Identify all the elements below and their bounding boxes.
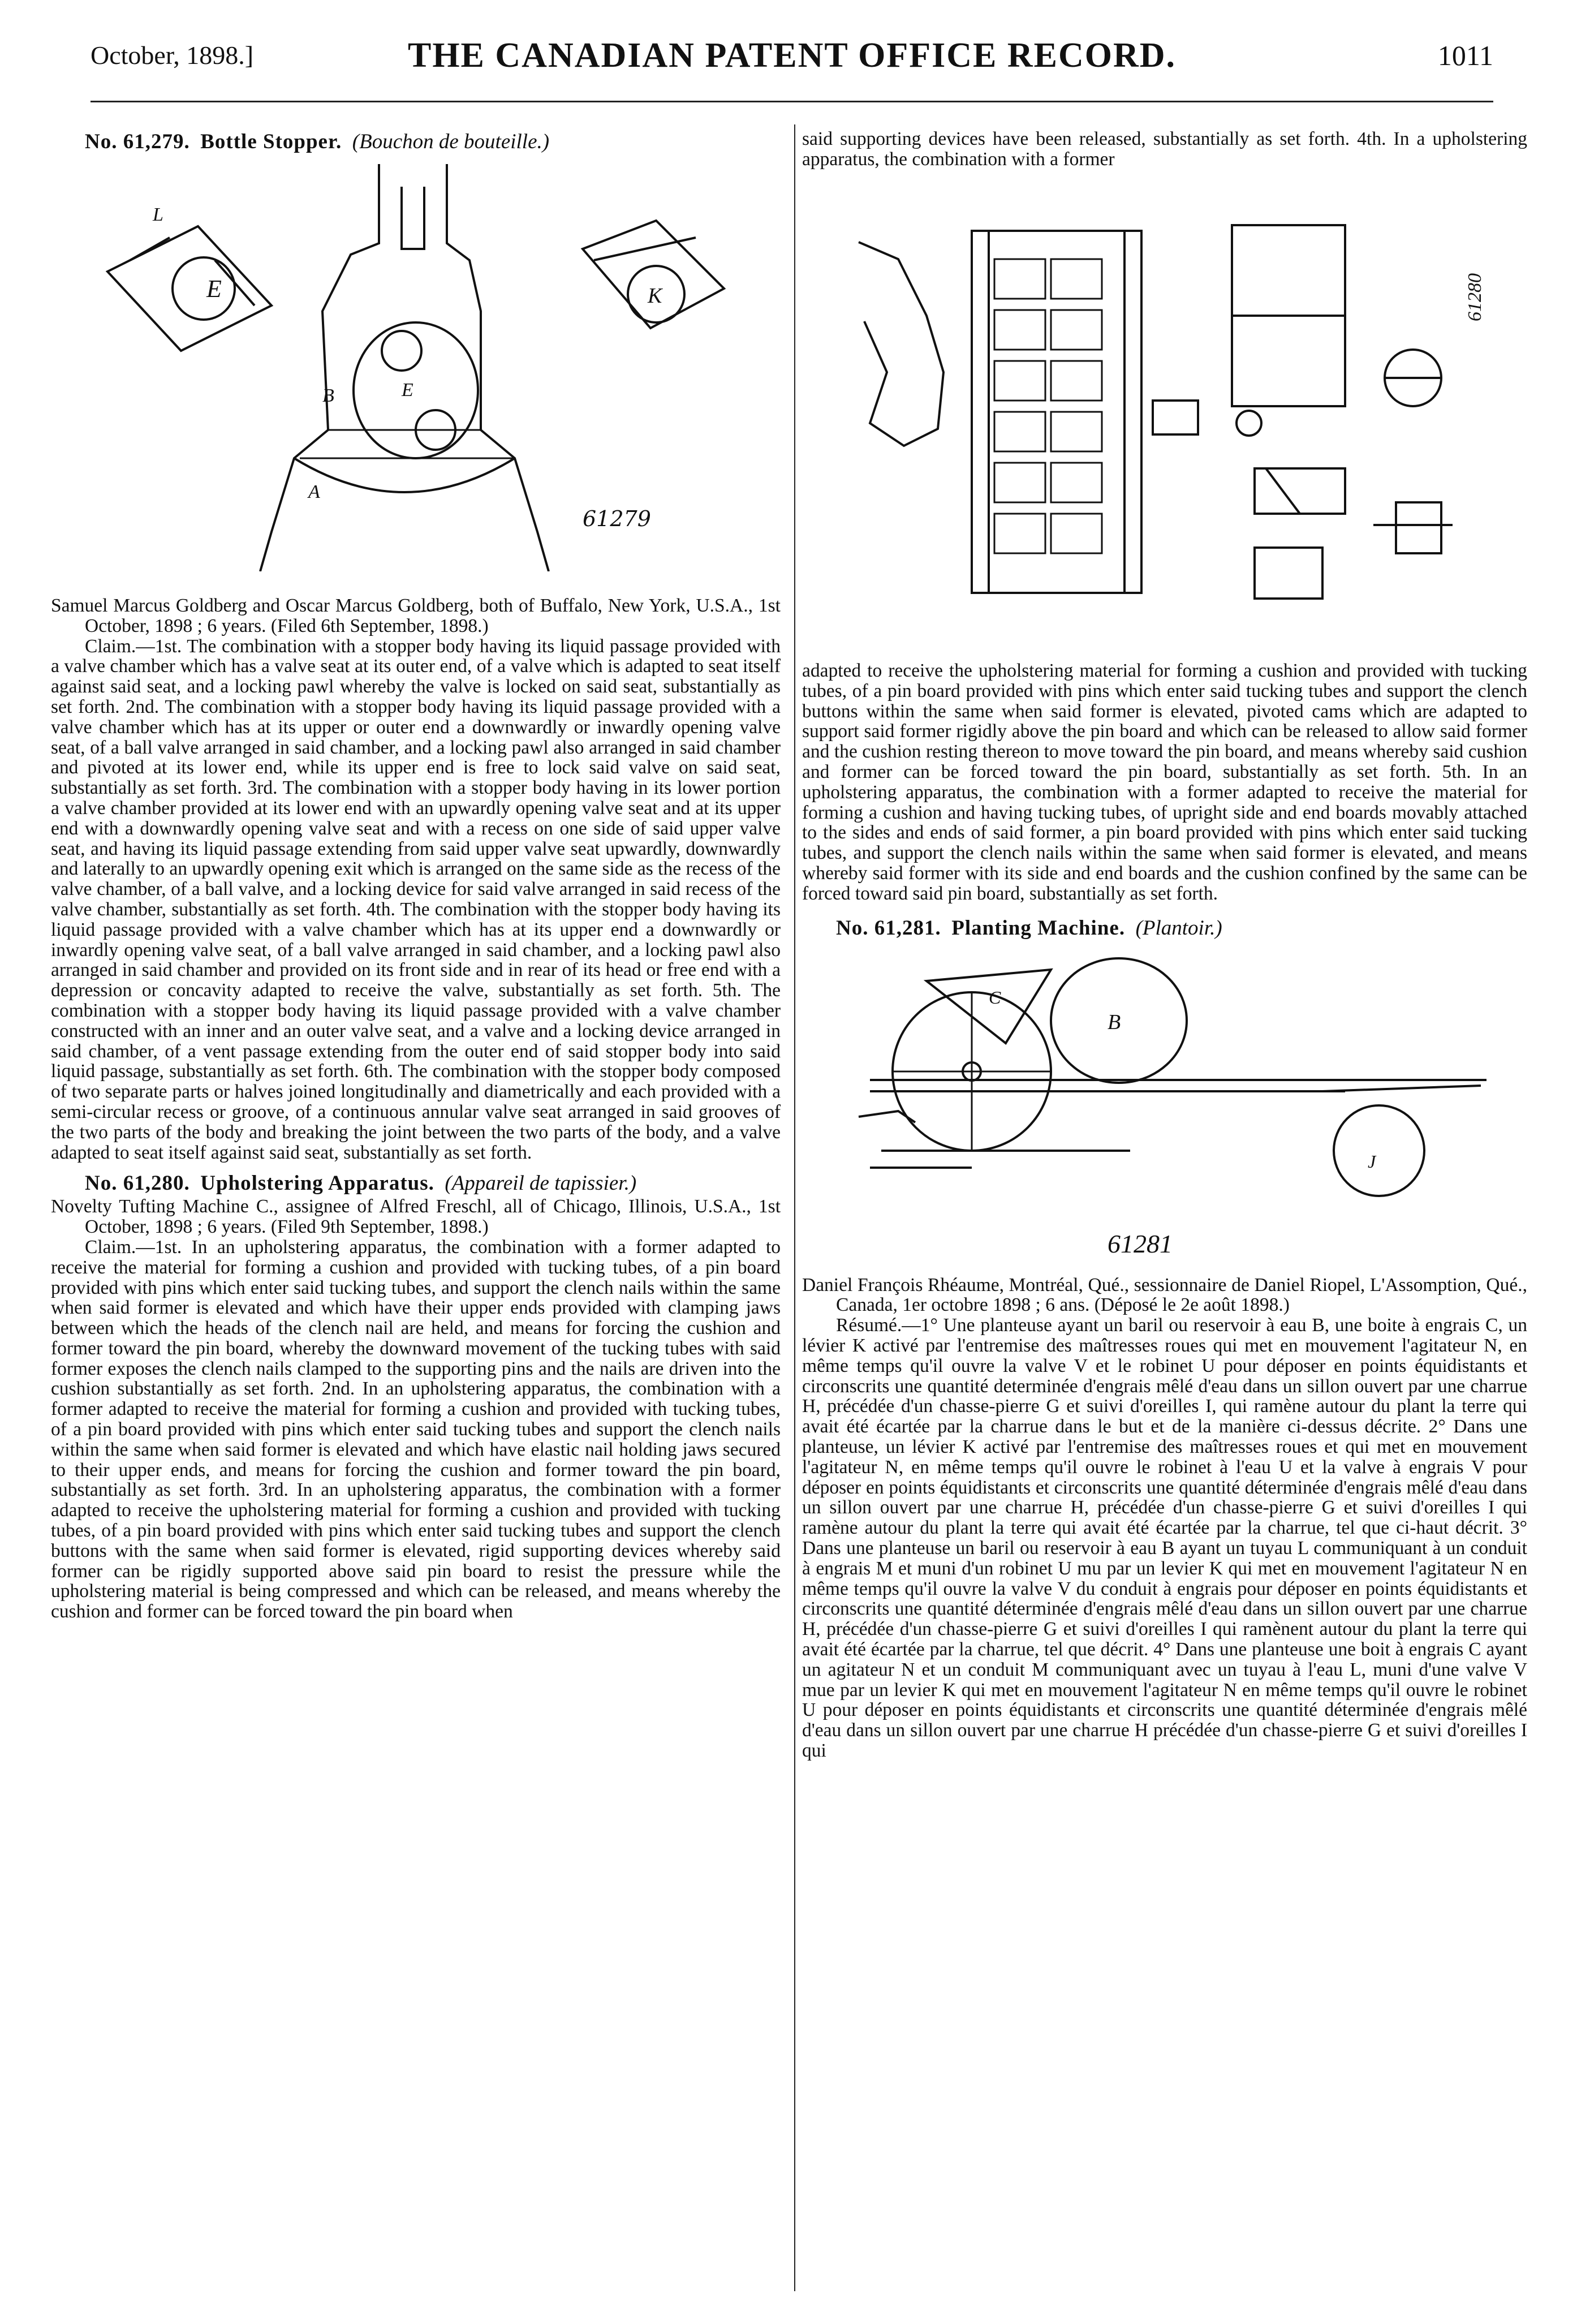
svg-text:E: E [206,275,222,303]
figure-number: 61281 [1108,1229,1173,1258]
patent-number: No. 61,280. [85,1172,190,1195]
upholstering-apparatus-drawing [802,186,1527,638]
patent-61281-applicant: Daniel François Rhéaume, Montréal, Qué., sessionnaire de Daniel Riopel, L'Assomption, Qué., Canada, 1er octobre 1898 ; 6 ans. (Déposé le 2e août 1898.) [802,1274,1527,1316]
patent-61279-applicant: Samuel Marcus Goldberg and Oscar Marcus Goldberg, both of Buffalo, New York, U.S.A., 1st October, 1898 ; 6 years. (Filed 6th September, 1898.) [51,595,781,636]
patent-61281-heading [802,915,1527,941]
svg-text:C: C [989,987,1001,1008]
page-number: 1011 [1437,40,1493,71]
patent-number: No. 61,281. [836,916,941,940]
publication-title: THE CANADIAN PATENT OFFICE RECORD. [407,36,1177,75]
page-header [91,33,1493,78]
patent-title-fr: (Bouchon de bouteille.) [352,130,550,153]
patent-title-fr: (Appareil de tapissier.) [445,1172,637,1195]
header-rule [91,101,1493,102]
patent-61280-heading [51,1170,781,1197]
left-column [51,129,781,2301]
patent-number: No. 61,279. [85,130,190,153]
column-divider [794,124,795,2291]
figure-number: 61280 [1464,273,1485,321]
svg-text:E: E [402,380,413,401]
patent-61279-heading [51,129,781,155]
patent-61280-applicant: Novelty Tufting Machine C., assignee of Alfred Freschl, all of Chicago, Illinois, U.S.A., 1st October, 1898 ; 6 years. (Filed 9th September, 1898.) [51,1196,781,1238]
svg-text:B: B [322,385,334,406]
svg-text:L: L [153,204,163,225]
patent-61281-resume: Résumé.—1° Une planteuse ayant un baril ou reservoir à eau B, une boite à engrais C, un lévier K activé par l'entremise des maîtresses roues qui met en mouvement l'agitateur N, en même temps qu'il ouvre la valve V et le robinet U pour déposer en points équidistants et circonscrits une quantité determinée d'engrais mêlé d'eau dans un sillon ouvert par une charrue H, précédée d'un chasse-pierre G et suivi d'oreilles I, qui ramène autour du plant la terre qui avait été écartée par la charrue dans le but et de la manière ci-dessus décrite. 2° Dans une planteuse, un lévier K activé par l'entremise des maîtresses roues et qui met en mouvement l'agitateur N, en même temps qu'il ouvre le robinet à l'eau U et la valve à engrais V pour déposer en points équidistants et circonscrits une quantité déterminée d'engrais mêlé d'eau dans un sillon ouvert par une charrue H, précédée d'un chasse-pierre G et suivi d'oreilles I qui ramène autour du plant la terre qui avait été écartée par la charrue, tel que ci-haut décrit. 3° Dans une planteuse un baril ou reservoir à eau B ayant un tuyau L communiquant à un conduit à engrais M et muni d'un robinet U mu par un levier K qui met en mouvement l'agitateur N en même temps qu'il ouvre la valve V du conduit à engrais pour déposer en points équidistants et circonscrits une quantité déterminée d'engrais mêlé d'eau dans un sillon ouvert par une charrue H, précédée d'un chasse-pierre G et suivi d'oreilles I qui ramènent autour du plant la terre qui avait été écartée par la charrue, tel que décrit. 4° Dans une planteuse une boit à engrais C ayant un agitateur N et un conduit M communiquant avec un tuyau à l'eau L, muni d'une valve V mue par un levier K qui met en mouvement l'agitateur N en même temps qu'il ouvre le robinet U pour déposer en points équidistants et circonscrits une quantité déterminée d'engrais mêlé d'eau dans un sillon ouvert par une charrue H précédée d'un chasse-pierre G et suivi d'oreilles I qui [802,1315,1527,1761]
patent-61279-claims: Claim.—1st. The combination with a stopper body having its liquid passage provided with a valve chamber which has a valve seat at its outer end, of a valve which is adapted to seat itself against said seat, and a locking pawl whereby the valve is locked on said seat, substantially as set forth. 2nd. The combination with a stopper body having its liquid passage provided with a valve chamber which has at its upper or outer end a downwardly or inwardly opening valve seat, of a ball valve arranged in said chamber, and a locking pawl also arranged in said chamber and pivoted at its lower end, while its upper end is free to lock said valve on said seat, substantially as set forth. 3rd. The combination with a stopper body having in its lower portion a valve chamber provided at its lower end with an upwardly opening valve seat and at its upper end with a downwardly opening valve seat and with a recess on one side of said upper valve seat, and having its liquid passage extending from said upper valve seat upwardly, downwardly and laterally to an upwardly opening exit which is arranged on the same side as the recess of the valve chamber, of a ball valve, and a locking device for said valve arranged in said recess of the valve chamber, substantially as set forth. 4th. The combination with the stopper body having its liquid passage provided with a valve chamber which has at its upper end a downwardly or inwardly opening valve seat, of a ball valve arranged in said chamber, and a locking pawl also arranged in said chamber and provided on its front side and in rear of its head or free end with a depression or concavity adapted to receive the valve, substantially as set forth. 5th. The combination with a stopper body having its liquid passage provided with a valve chamber constructed with an inner and an outer valve seat, and a valve and a locking device arranged in said chamber, of a vent passage extending from the outer end of said stopper body into said liquid passage, substantially as set forth. 6th. The combination with the stopper body composed of two separate parts or halves joined longitudinally and diametrically and each provided with a semi-circular recess or groove, of a continuous annular valve seat arranged in said grooves of the two parts of the body and breaking the joint between the two parts of the body, and a valve adapted to seat itself against said seat, substantially as set forth. [51,635,781,1163]
issue-date: October, 1898.] [91,41,254,70]
svg-text:B: B [1108,1010,1121,1034]
patent-title: Planting Machine. [951,916,1126,940]
planting-machine-drawing [836,947,1492,1275]
patent-61280-claims-part2: said supporting devices have been released, substantially as set forth. 4th. In a upholstering apparatus, the combination with a former [802,128,1527,170]
svg-text:A: A [308,481,320,502]
svg-text:J: J [1368,1151,1376,1172]
patent-title: Upholstering Apparatus. [200,1172,434,1195]
patent-61280-claims-part3: adapted to receive the upholstering material for forming a cushion and provided with tucking tubes, of a pin board provided with pins which enter said tucking tubes and support the clench buttons within the same when said former is elevated, pivoted cams which are adapted to support said former rigidly above the pin board and which can be released to allow said former and the cushion resting thereon to move toward the pin board, and means whereby said cushion and former can be forced toward the pin board, substantially as set forth. 5th. In an upholstering apparatus, the combination with a former adapted to receive the material for forming a cushion and having tucking tubes, of upright side and end boards movably attached to the sides and ends of said former, a pin board provided with pins which enter said tucking tubes, and support the clench nails within the same when said former is elevated, and means whereby said former with its side and end boards and the cushion confined by the same can be forced toward said pin board, substantially as set forth. [802,660,1527,904]
svg-text:K: K [648,284,662,308]
figure-number: 61279 [583,506,651,531]
right-column [802,129,1527,2301]
patent-61280-claims-part1: Claim.—1st. In an upholstering apparatus, the combination with a former adapted to receive the material for forming a cushion and provided with tucking tubes, of a pin board provided with pins which enter said tucking tubes, and support the clench nails within the same when said former is elevated and which have their upper ends provided with clamping jaws between which the heads of the clench nail are held, and means for forcing the cushion and former toward the pin board, whereby the downward movement of the tucking tubes with said former exposes the clench nails clamped to the supporting pins and the nails are driven into the cushion substantially as set forth. 2nd. In an upholstering apparatus, the combination with a former adapted to receive the material for forming a cushion and provided with tucking tubes, of a pin board provided with pins which enter said tucking tubes and support the clench nails within the same when said former is elevated and which have elastic nail holding jaws secured to their upper ends, and means for forcing the cushion and former toward the pin board, substantially as set forth. 3rd. In an upholstering apparatus, the combination with a former adapted to receive the upholstering material for forming a cushion and provided with tucking tubes, of a pin board provided with pins which enter said tucking tubes and support the clench buttons with the same when said former is elevated, rigid supporting devices whereby said former can be rigidly supported above said pin board to resist the pressure while the upholstering material is being compressed and which can be released, and means whereby the cushion and former can be forced toward the pin board when [51,1236,781,1623]
patent-title-fr: (Plantoir.) [1135,916,1222,940]
bottle-stopper-drawing [85,164,764,571]
patent-title: Bottle Stopper. [200,130,342,153]
